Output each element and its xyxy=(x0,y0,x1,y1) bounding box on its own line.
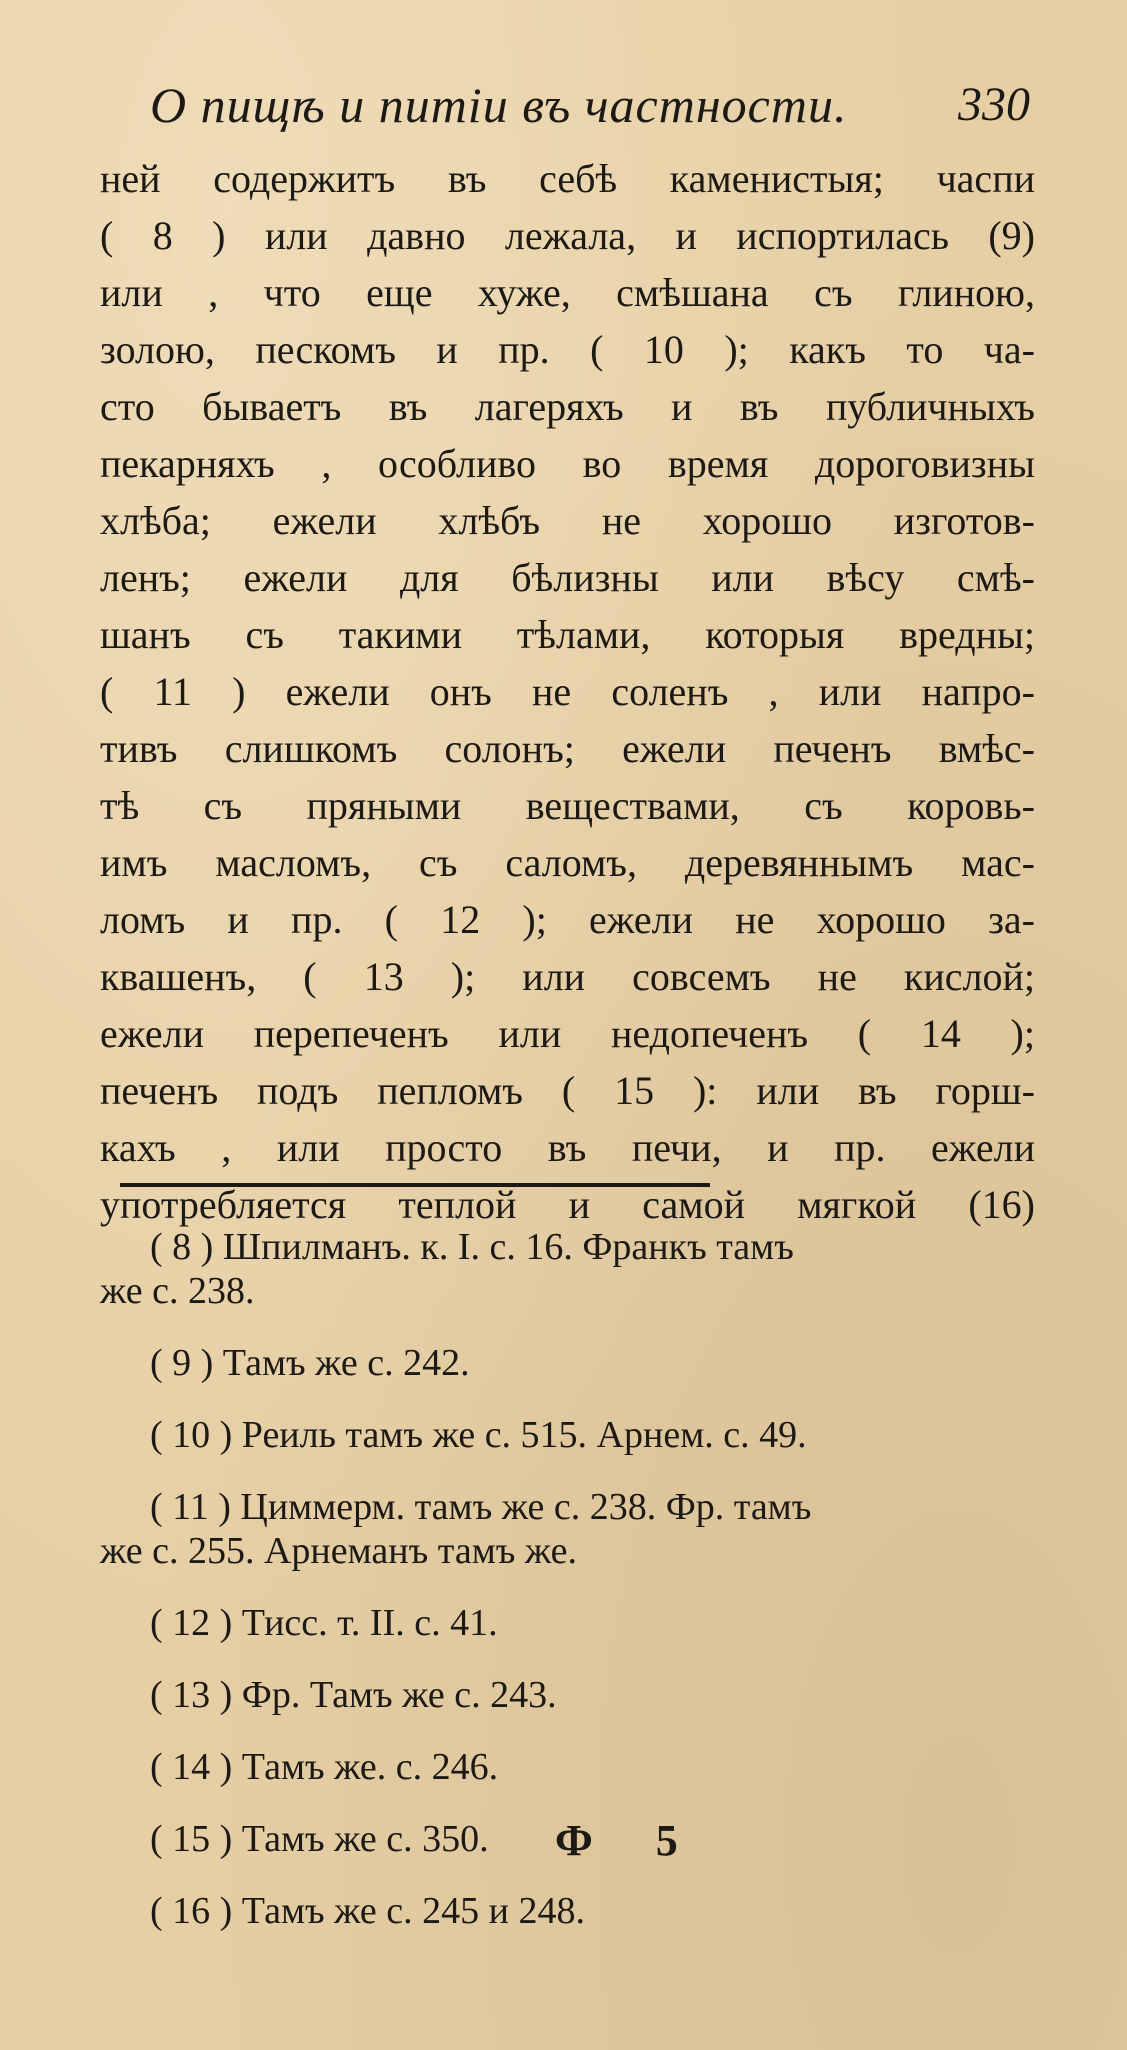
text-line: хлѣба; ежели хлѣбъ не хорошо изготов- xyxy=(100,498,1035,543)
text-line: тивъ слишкомъ солонъ; ежели печенъ вмѣс- xyxy=(100,726,1035,771)
footnote-14: ( 14 ) Тамъ же. с. 246. xyxy=(150,1746,499,1788)
text-line: тѣ съ пряными веществами, съ коровь- xyxy=(100,783,1035,828)
running-title: О пищѣ и питіи въ частности. xyxy=(150,77,848,133)
text-line: кахъ , или просто въ печи, и пр. ежели xyxy=(100,1125,1035,1170)
footnote-8-continuation: же с. 238. xyxy=(100,1270,255,1312)
text-line: ( 8 ) или давно лежала, и испортилась (9) xyxy=(100,213,1035,258)
text-line: квашенъ, ( 13 ); или совсемъ не кислой; xyxy=(100,954,1035,999)
text-line: имъ масломъ, съ саломъ, деревяннымъ мас- xyxy=(100,840,1035,885)
text-line: или , что еще хуже, смѣшана съ глиною, xyxy=(100,270,1035,315)
footnote-11-continuation: же с. 255. Арнеманъ тамъ же. xyxy=(100,1530,578,1572)
footnote-11: ( 11 ) Циммерм. тамъ же с. 238. Фр. тамъ xyxy=(150,1486,812,1528)
text-line: употребляется теплой и самой мягкой (16) xyxy=(100,1182,1035,1227)
text-line: ломъ и пр. ( 12 ); ежели не хорошо за- xyxy=(100,897,1035,942)
text-line: сто бываетъ въ лагеряхъ и въ публичныхъ xyxy=(100,384,1035,429)
text-line: ней содержитъ въ себѣ каменистыя; часпи xyxy=(100,156,1035,201)
text-line: ленъ; ежели для бѣлизны или вѣсу смѣ- xyxy=(100,555,1035,600)
footnote-8: ( 8 ) Шпилманъ. к. I. с. 16. Франкъ тамъ xyxy=(150,1226,794,1268)
footnote-10: ( 10 ) Реиль тамъ же с. 515. Арнем. с. 49. xyxy=(150,1414,807,1456)
text-line: ( 11 ) ежели онъ не соленъ , или напро- xyxy=(100,669,1035,714)
text-line: золою, пескомъ и пр. ( 10 ); какъ то ча- xyxy=(100,327,1035,372)
footnote-13: ( 13 ) Фр. Тамъ же с. 243. xyxy=(150,1674,557,1716)
text-line: пекарняхъ , особливо во время дороговизны xyxy=(100,441,1035,486)
footnote-9: ( 9 ) Тамъ же с. 242. xyxy=(150,1342,470,1384)
text-line: печенъ подъ пепломъ ( 15 ): или въ горш- xyxy=(100,1068,1035,1113)
signature-mark: Ф 5 xyxy=(555,1816,704,1865)
main-text xyxy=(100,150,1035,1233)
footnote-12: ( 12 ) Тисс. т. II. с. 41. xyxy=(150,1602,498,1644)
footnote-15: ( 15 ) Тамъ же с. 350. xyxy=(150,1818,489,1860)
page-header xyxy=(150,70,1030,140)
text-line: ежели перепеченъ или недопеченъ ( 14 ); xyxy=(100,1011,1035,1056)
footnote-divider xyxy=(120,1183,710,1187)
page-number: 330 xyxy=(958,78,1030,131)
text-line: шанъ съ такими тѣлами, которыя вредны; xyxy=(100,612,1035,657)
footnote-16: ( 16 ) Тамъ же с. 245 и 248. xyxy=(150,1890,585,1932)
